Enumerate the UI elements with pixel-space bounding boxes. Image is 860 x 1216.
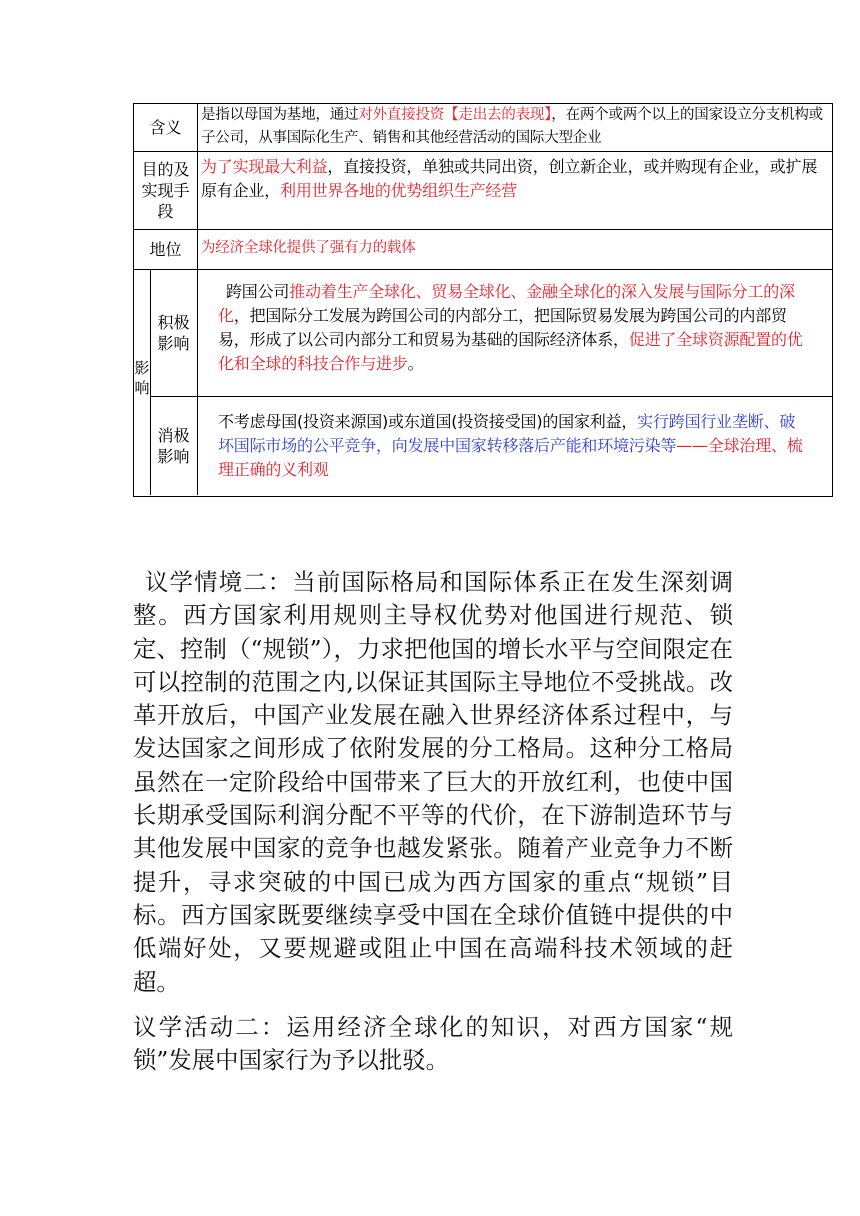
label-purpose-means: 目的及 实现手 段 <box>141 159 190 221</box>
summary-table <box>133 103 833 497</box>
row-divider <box>134 151 832 152</box>
row-divider <box>150 396 832 397</box>
label-status: 地位 <box>149 239 182 259</box>
label-negative-influence: 消极 影响 <box>157 425 190 466</box>
status-content: 为经济全球化提供了强有力的载体 <box>201 240 416 256</box>
column-divider <box>197 104 198 495</box>
purpose-content: 为了实现最大利益，直接投资，单独或共同出资，创立新企业，或并购现有企业，或扩展原有企业，利用世界各地的优势组织生产经营 <box>201 157 818 200</box>
label-influence: 影 响 <box>134 359 150 397</box>
row-divider <box>134 229 832 230</box>
meaning-content: 是指以母国为基地，通过对外直接投资【走出去的表现】，在两个或两个以上的国家设立分支机构或子公司，从事国际化生产、销售和其他经营活动的国际大型企业 <box>201 107 823 146</box>
label-positive-influence: 积极 影响 <box>157 312 190 353</box>
label-meaning: 含义 <box>149 118 182 137</box>
row-divider <box>134 269 832 270</box>
negative-content: 不考虑母国(投资来源国)或东道国(投资接受国)的国家利益，实行跨国行业垄断、破坏国际市场的公平竞争，向发展中国家转移落后产能和环境污染等——全球治理、梳理正确的义利观 <box>218 412 803 479</box>
situation-paragraph: 议学情境二：当前国际格局和国际体系正在发生深刻调整。西方国家利用规则主导权优势对他国进行规范、锁定、控制（“规锁”），力求把他国的增长水平与空间限定在可以控制的范围之内,以保证其国际主导地位不受挑战。改革开放后，中国产业发展在融入世界经济体系过程中，与发达国家之间形成了依附发展的分工格局。这种分工格局虽然在一定阶段给中国带来了巨大的开放红利，也使中国长期承受国际利润分配不平等的代价，在下游制造环节与其他发展中国家的竞争也越发紧张。随着产业竞争力不断提升，寻求突破的中国已成为西方国家的重点“规锁”目标。西方国家既要继续享受中国在全球价值链中提供的中低端好处，又要规避或阻止中国在高端科技术领域的赶超。 <box>133 568 733 996</box>
activity-paragraph: 议学活动二：运用经济全球化的知识，对西方国家“规锁”发展中国家行为予以批驳。 <box>133 1013 733 1075</box>
positive-content: 跨国公司推动着生产全球化、贸易全球化、金融全球化的深入发展与国际分工的深化，把国际分工发展为跨国公司的内部分工，把国际贸易发展为跨国公司的内部贸易，形成了以公司内部分工和贸易为基础的国际经济体系，促进了全球资源配置的优化和全球的科技合作与进步。 <box>218 282 803 373</box>
